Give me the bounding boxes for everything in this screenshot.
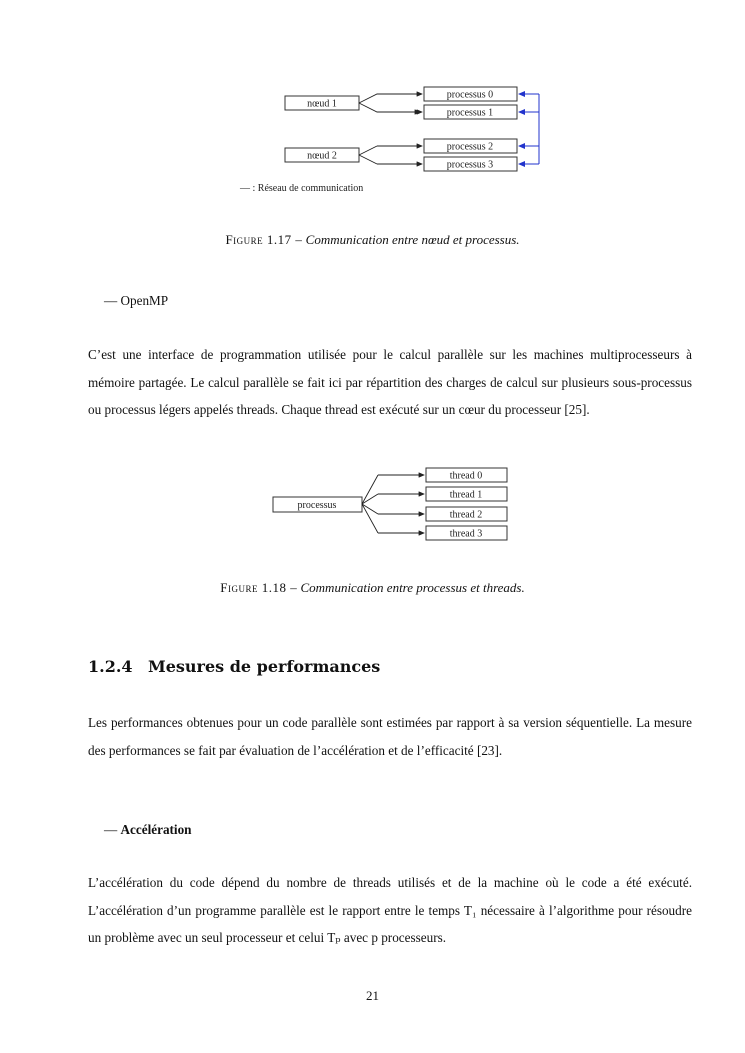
bullet-label: Accélération (120, 822, 192, 837)
process-1-label: processus 1 (446, 107, 494, 119)
node-1-branches (359, 94, 420, 112)
network-legend: — : Réseau de communication (240, 183, 364, 194)
figure-1-18-caption (0, 580, 745, 596)
node-2-label: nœud 2 (307, 150, 337, 162)
bullet-acceleration (104, 822, 192, 838)
node-1-label: nœud 1 (307, 98, 337, 110)
process-3-label: processus 3 (446, 159, 494, 171)
caption-text: Communication entre nœud et processus. (305, 232, 520, 247)
bullet-openmp: — OpenMP (104, 293, 169, 308)
paragraph-acceleration: L’accélération du code dépend du nombre de threads utilisés et de la machine où le code a été exécuté. L’accélération d’un programme parallèle est le rapport entre le temps T₁ nécessaire à l’algorithme pour résoudre un problème avec un seul processeur et celui Tₚ avec p processeurs. (88, 875, 692, 945)
thread-branches (362, 475, 378, 533)
thread-3-label: thread 3 (449, 528, 483, 540)
process-0-label: processus 0 (446, 89, 494, 101)
thread-0-label: thread 0 (449, 470, 483, 482)
caption-label: Figure 1.18 – (220, 580, 298, 595)
thread-2-label: thread 2 (449, 509, 483, 521)
bullet-dash: — (104, 822, 118, 837)
process-2-label: processus 2 (446, 141, 494, 153)
figure-1-17-diagram (230, 80, 570, 205)
figure-1-17-caption (0, 232, 745, 248)
figure-1-18-diagram (265, 460, 525, 550)
paragraph-openmp: C’est une interface de programmation utilisée pour le calcul parallèle sur les machines multiprocesseurs à mémoire partagée. Le calcul parallèle se fait ici par répartition des charges de calcul sur plusieurs sous-processus ou processus légers appelés threads. Chaque thread est exécuté sur un cœur du processeur [25]. (88, 347, 692, 417)
section-number: 1.2.4 (88, 657, 133, 676)
section-title: Mesures de performances (148, 657, 381, 676)
caption-label: Figure 1.17 – (225, 232, 303, 247)
section-heading (88, 657, 380, 676)
page-number: 21 (366, 988, 379, 1003)
paragraph-performance: Les performances obtenues pour un code parallèle sont estimées par rapport à sa version séquentielle. La mesure des performances se fait par évaluation de l’accélération et de l’efficacité [23]. (88, 715, 692, 758)
caption-text: Communication entre processus et threads. (300, 580, 525, 595)
thread-1-label: thread 1 (449, 489, 483, 501)
process-label: processus (297, 500, 337, 511)
